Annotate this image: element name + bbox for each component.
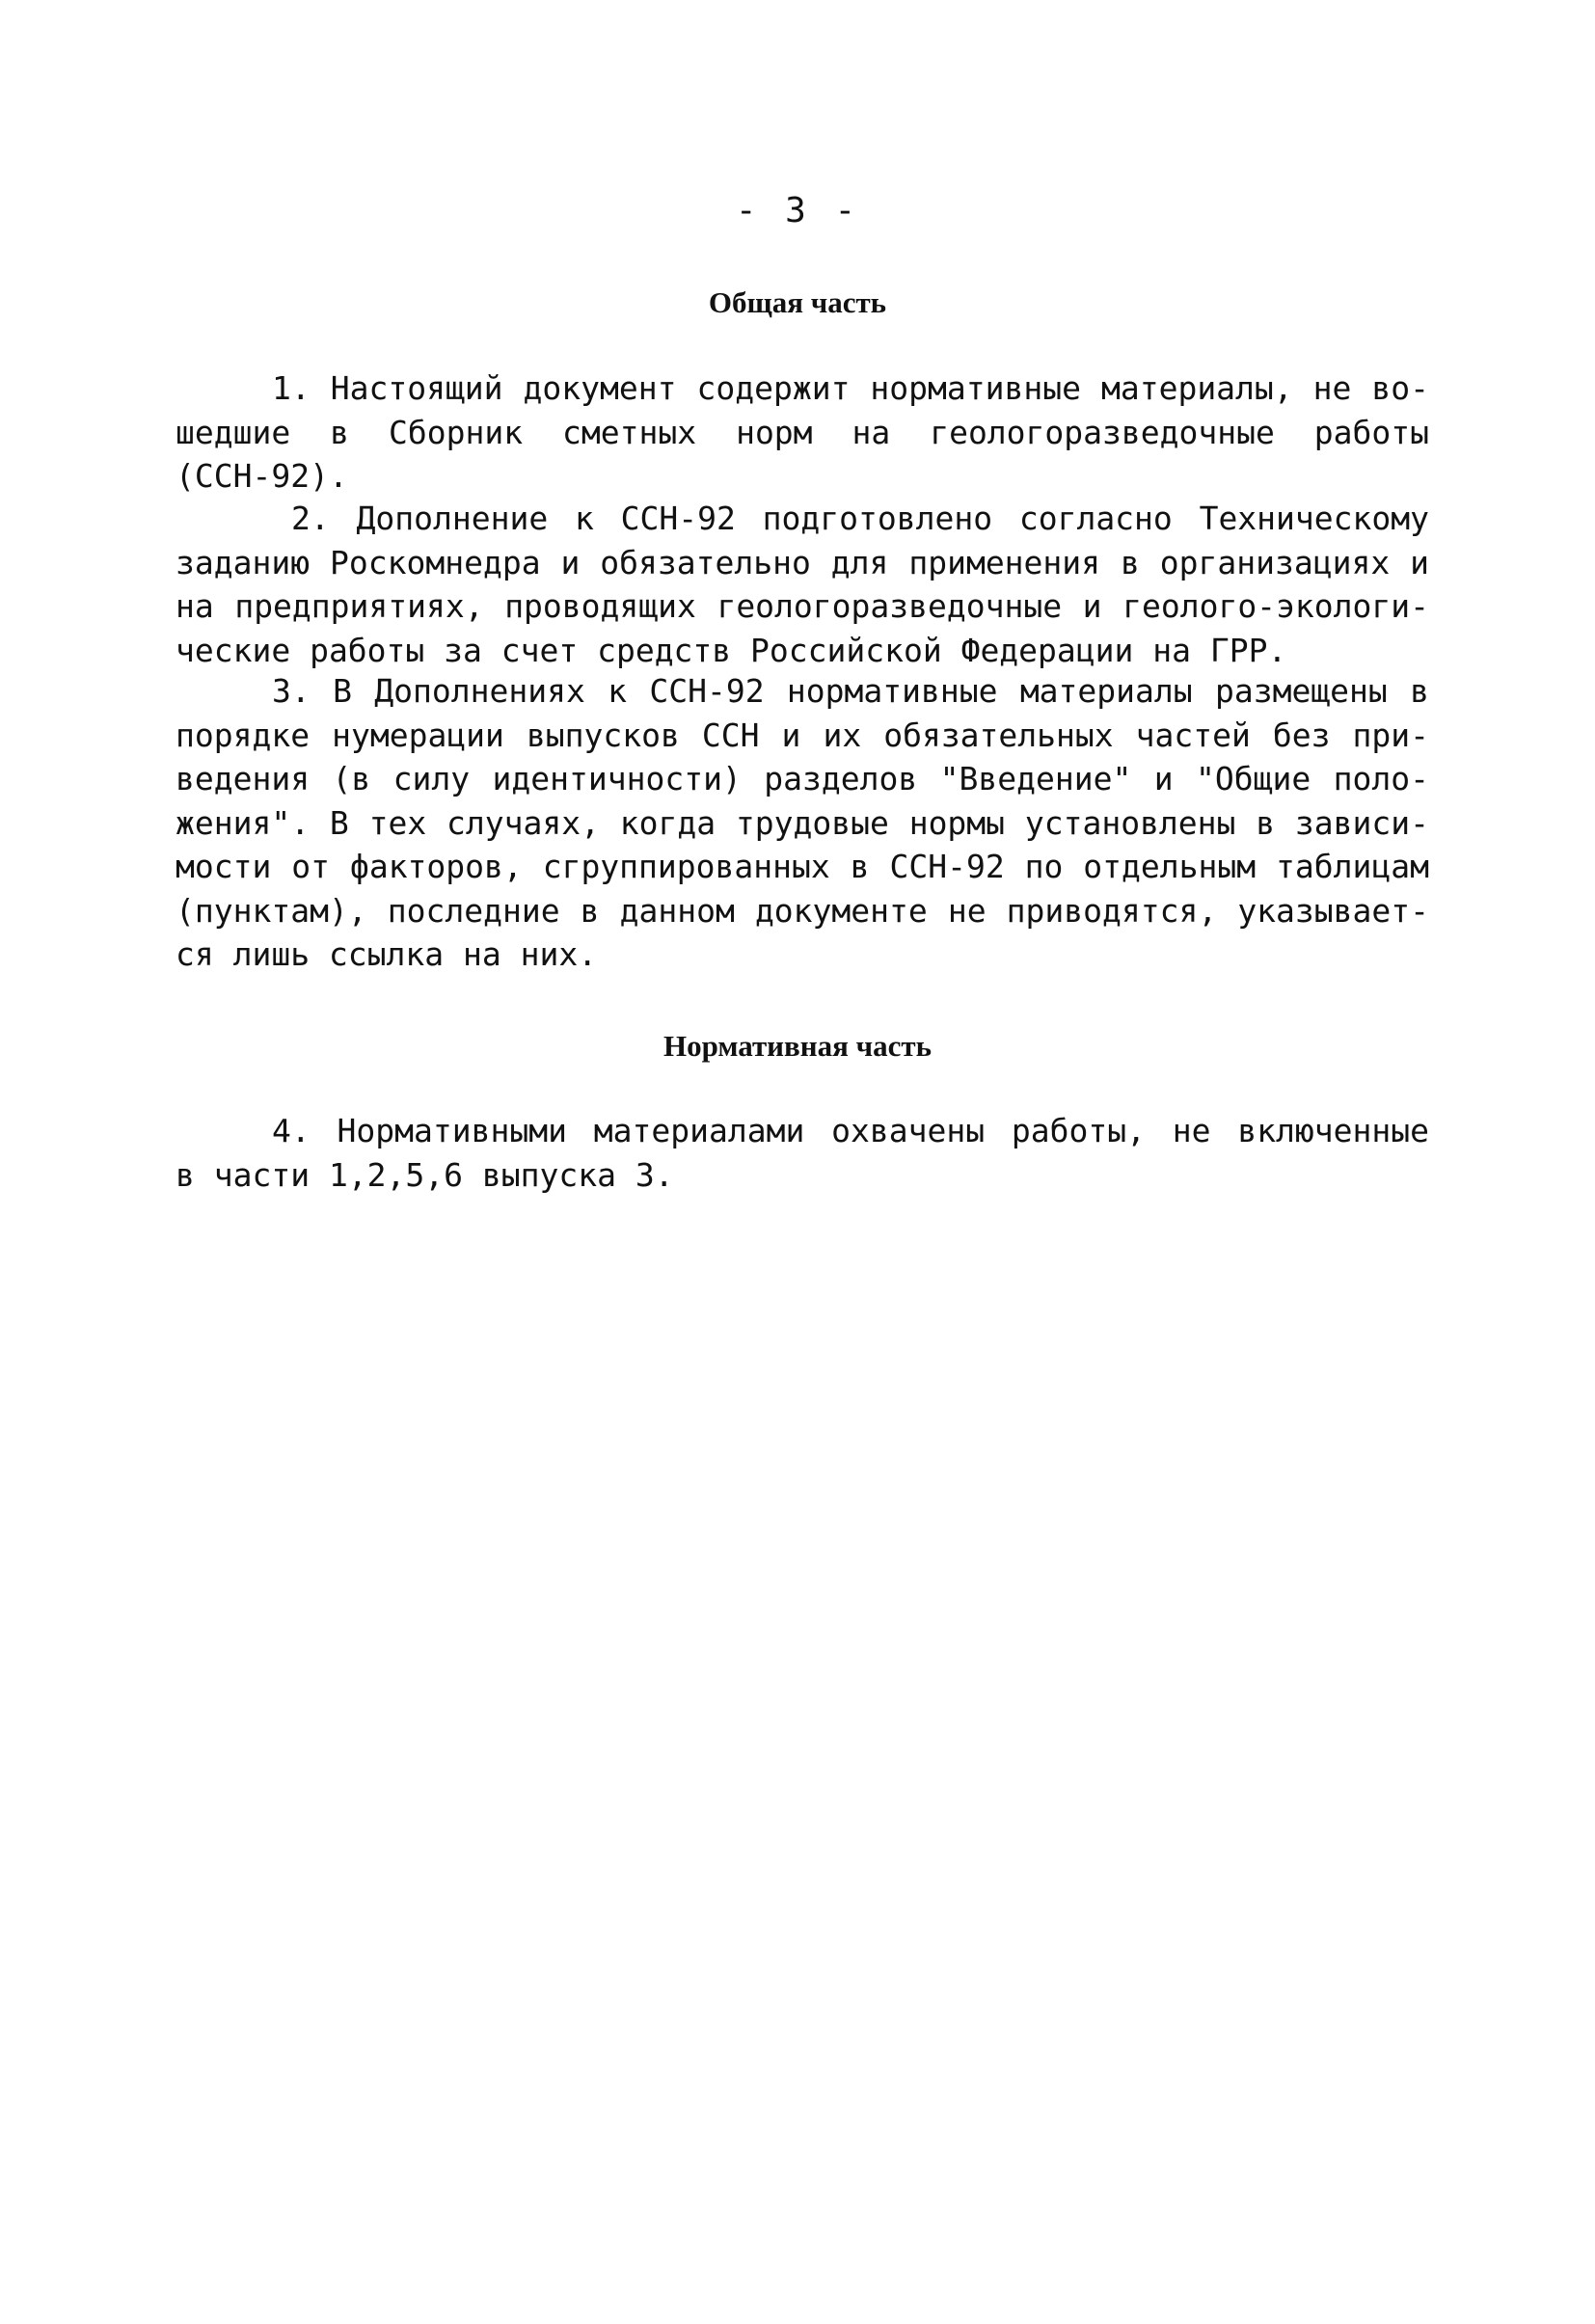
section-heading-normative: Нормативная часть (662, 1029, 933, 1063)
paragraph-1-line: (ССН-92). (176, 457, 348, 495)
paragraph-1-line: 1. Настоящий документ содержит нормативные материалы, не во- (272, 369, 1429, 407)
page-number: - 3 - (735, 191, 860, 230)
paragraph-3-line: жения". В тех случаях, когда трудовые нормы установлены в зависи- (176, 803, 1429, 842)
paragraph-3-line: (пунктам), последние в данном документе не приводятся, указывает- (176, 891, 1429, 930)
paragraph-2-line: заданию Роскомнедра и обязательно для применения в организациях и (176, 543, 1429, 581)
paragraph-4-line: в части 1,2,5,6 выпуска 3. (176, 1155, 674, 1194)
paragraph-2 (176, 497, 1429, 672)
paragraph-4 (176, 1109, 1429, 1197)
paragraph-2-line: 2. Дополнение к ССН-92 подготовлено согласно Техническому (291, 500, 1429, 537)
paragraph-1-line: шедшие в Сборник сметных норм на геологоразведочные работы (176, 413, 1429, 451)
paragraph-3-line: ся лишь ссылка на них. (176, 935, 598, 973)
paragraph-3-line: мости от факторов, сгруппированных в ССН-92 по отдельным таблицам (176, 848, 1429, 885)
paragraph-3-line: 3. В Дополнениях к ССН-92 нормативные материалы размещены в (272, 672, 1429, 710)
section-heading-general: Общая часть (708, 285, 887, 319)
paragraph-2-line: ческие работы за счет средств Российской Федерации на ГРР. (176, 631, 1287, 669)
paragraph-3-line: порядке нумерации выпусков ССН и их обязательных частей без при- (176, 716, 1429, 754)
paragraph-4-line: 4. Нормативными материалами охвачены работы, не включенные (272, 1112, 1429, 1149)
paragraph-3-line: ведения (в силу идентичности) разделов "Введение" и "Общие поло- (176, 760, 1429, 797)
paragraph-3 (176, 669, 1429, 977)
paragraph-1 (176, 366, 1429, 499)
paragraph-2-line: на предприятиях, проводящих геологоразведочные и геолого-экологи- (176, 587, 1429, 625)
